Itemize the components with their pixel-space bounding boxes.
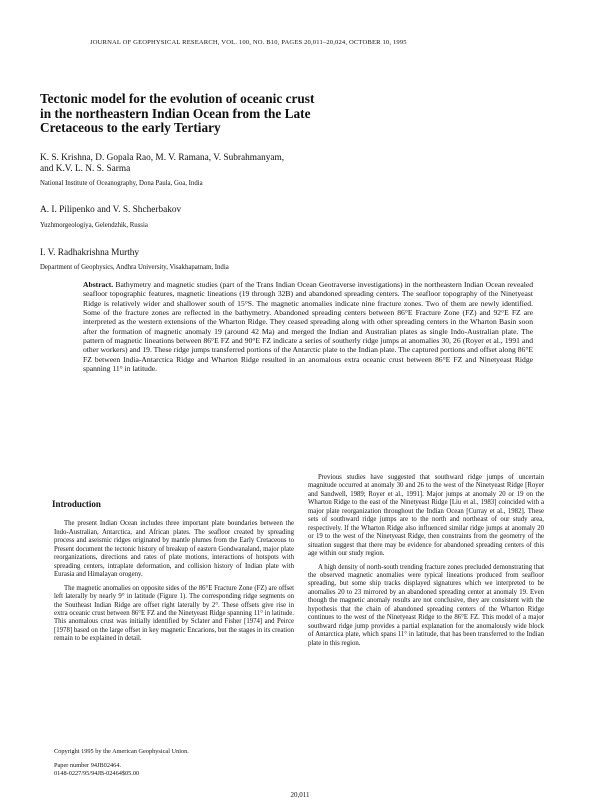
abstract-label: Abstract. bbox=[83, 280, 114, 289]
author-group-3 bbox=[40, 248, 139, 259]
title-line: Tectonic model for the evolution of oceanic crust bbox=[40, 91, 315, 106]
author-affiliation: National Institute of Oceanography, Dona Paula, Goa, India bbox=[40, 180, 203, 187]
body-paragraph: A high density of north-south trending fracture zones precluded demonstrating that the observed magnetic anomalies were typical lineations produced from seafloor spreading, but some ship tracks displayed signatures which we interpreted to be anomalies 20 to 23 mirrored by an abandoned spreading center at anomaly 19. Even though the magnetic anomaly results are not conclusive, they are consistent with the hypothesis that the chain of abandoned spreading centers of the Wharton Ridge continues to the west of the Ninetyeast Ridge to the 86°E FZ. This model of a major southward ridge jump provides a partial explanation for the anomalously wide block of Antarctica plate, which spans 11° in latitude, that has been transferred to the Indian plate in this region. bbox=[308, 563, 544, 647]
author-affiliation: Yuzhmorgeologiya, Gelendzhik, Russia bbox=[40, 222, 148, 229]
abstract-text: Bathymetry and magnetic studies (part of the Trans Indian Ocean Geotraverse investigations) in the northeastern Indian Ocean revealed seafloor topographic features, magnetic lineations (19 through 32B) and abandoned spreading centers. The seafloor topography of the Ninetyeast Ridge is relatively wider and shallower south of 15°S. The magnetic anomalies indicate nine fracture zones. Two of them are newly identified. Some of the fracture zones are reflected in the bathymetry. Abandoned spreading centers between 86°E Fracture Zone (FZ) and 92°E FZ are interpreted as the western extensions of the Wharton Ridge. They ceased spreading along with other spreading centers in the Wharton Basin soon after the formation of magnetic anomaly 19 (around 42 Ma) and merged the Indian and Australian plates as single Indo-Australian plate. The pattern of magnetic lineations between 86°E FZ and 90°E FZ indicate a series of southerly ridge jumps at anomalies 30, 26 (Royer et al., 1991 and other workers) and 19. These ridge jumps transferred portions of the Antarctic plate to the Indian plate. The captured portions and offset along 86°E FZ between India-Antarctica Ridge and Wharton Ridge resulted in an anomalous extra oceanic crust between 86°E FZ and Ninetyeast Ridge spanning 11° in latitude. bbox=[83, 280, 533, 374]
title-line: in the northeastern Indian Ocean from the Late bbox=[40, 105, 311, 121]
author-names: and K.V. L. N. S. Sarma bbox=[40, 164, 131, 174]
author-names: K. S. Krishna, D. Gopala Rao, M. V. Ramana, V. Subrahmanyam, bbox=[40, 153, 285, 163]
body-paragraph: Previous studies have suggested that southward ridge jumps of uncertain magnitude occurred at anomaly 30 and 26 to the west of the Ninetyeast Ridge [Royer and Sandwell, 1989; Royer et al., 1991]. Major jumps at anomaly 20 or 19 on the Wharton Ridge to the east of the Ninetyeast Ridge [Liu et al., 1983] coincided with a major plate reorganization throughout the Indian Ocean [Curray et al., 1982]. These sets of southward ridge jumps are to the north and northeast of our study area, respectively. If the Wharton Ridge also influenced similar ridge jumps at anomaly 20 or 19 to the west of the Ninetyeast Ridge, then constraints from the geometry of the situation suggest that there may be evidence for abandoned spreading centers of this age within our study region. bbox=[308, 474, 544, 558]
body-paragraph: The present Indian Ocean includes three important plate boundaries between the Indo-Australian, Antarctica, and African plates. The seafloor created by spreading process and aseismic ridges originated by mantle plumes from the Early Cretaceous to Present document the tectonic history of breakup of eastern Gondwanaland, major plate reorganizations, directions and rates of plate motions, interactions of hotspots with spreading centers, intraplate deformation, and collision history of Indian plate with Eurasia and Himalayan orogeny. bbox=[54, 520, 294, 579]
copyright-block bbox=[54, 748, 294, 778]
author-group-2 bbox=[40, 205, 181, 216]
paper-number: Paper number 94JB02464. bbox=[54, 762, 121, 769]
journal-header: JOURNAL OF GEOPHYSICAL RESEARCH, VOL. 100, NO. B10, PAGES 20,011–20,024, OCTOBER 10, 1995 bbox=[90, 39, 407, 46]
author-affiliation: Department of Geophysics, Andhra University, Visakhapatnam, India bbox=[40, 264, 229, 271]
section-heading-introduction: Introduction bbox=[52, 499, 101, 509]
page-number: 20,011 bbox=[290, 791, 310, 799]
paper-code: 0148-0227/95/94JB-02464$05.00 bbox=[54, 770, 140, 777]
author-names: I. V. Radhakrishna Murthy bbox=[40, 248, 140, 258]
left-column bbox=[54, 500, 294, 649]
copyright-line: Copyright 1995 by the American Geophysical Union. bbox=[54, 748, 189, 755]
body-paragraph: The magnetic anomalies on opposite sides of the 86°E Fracture Zone (FZ) are offset left laterally by nearly 9° in latitude (Figure 1). The corresponding ridge segments on the Southeast Indian Ridge are offset right laterally by 2°. These offsets give rise in extra oceanic crust between 86°E FZ and the Ninetyeast Ridge spanning 11° in latitude. This anomalous crust was initially identified by Sclater and Fisher [1974] and Peirce [1978] based on the large offset in key magnetic Encarions, but the stages in its creation remain to be explained in detail. bbox=[54, 584, 294, 643]
title-line: Cretaceous to the early Tertiary bbox=[40, 120, 221, 135]
right-column bbox=[308, 474, 544, 653]
author-group-1 bbox=[40, 153, 284, 175]
author-names: A. I. Pilipenko and V. S. Shcherbakov bbox=[40, 205, 182, 215]
abstract bbox=[83, 280, 533, 373]
article-title bbox=[40, 92, 400, 136]
